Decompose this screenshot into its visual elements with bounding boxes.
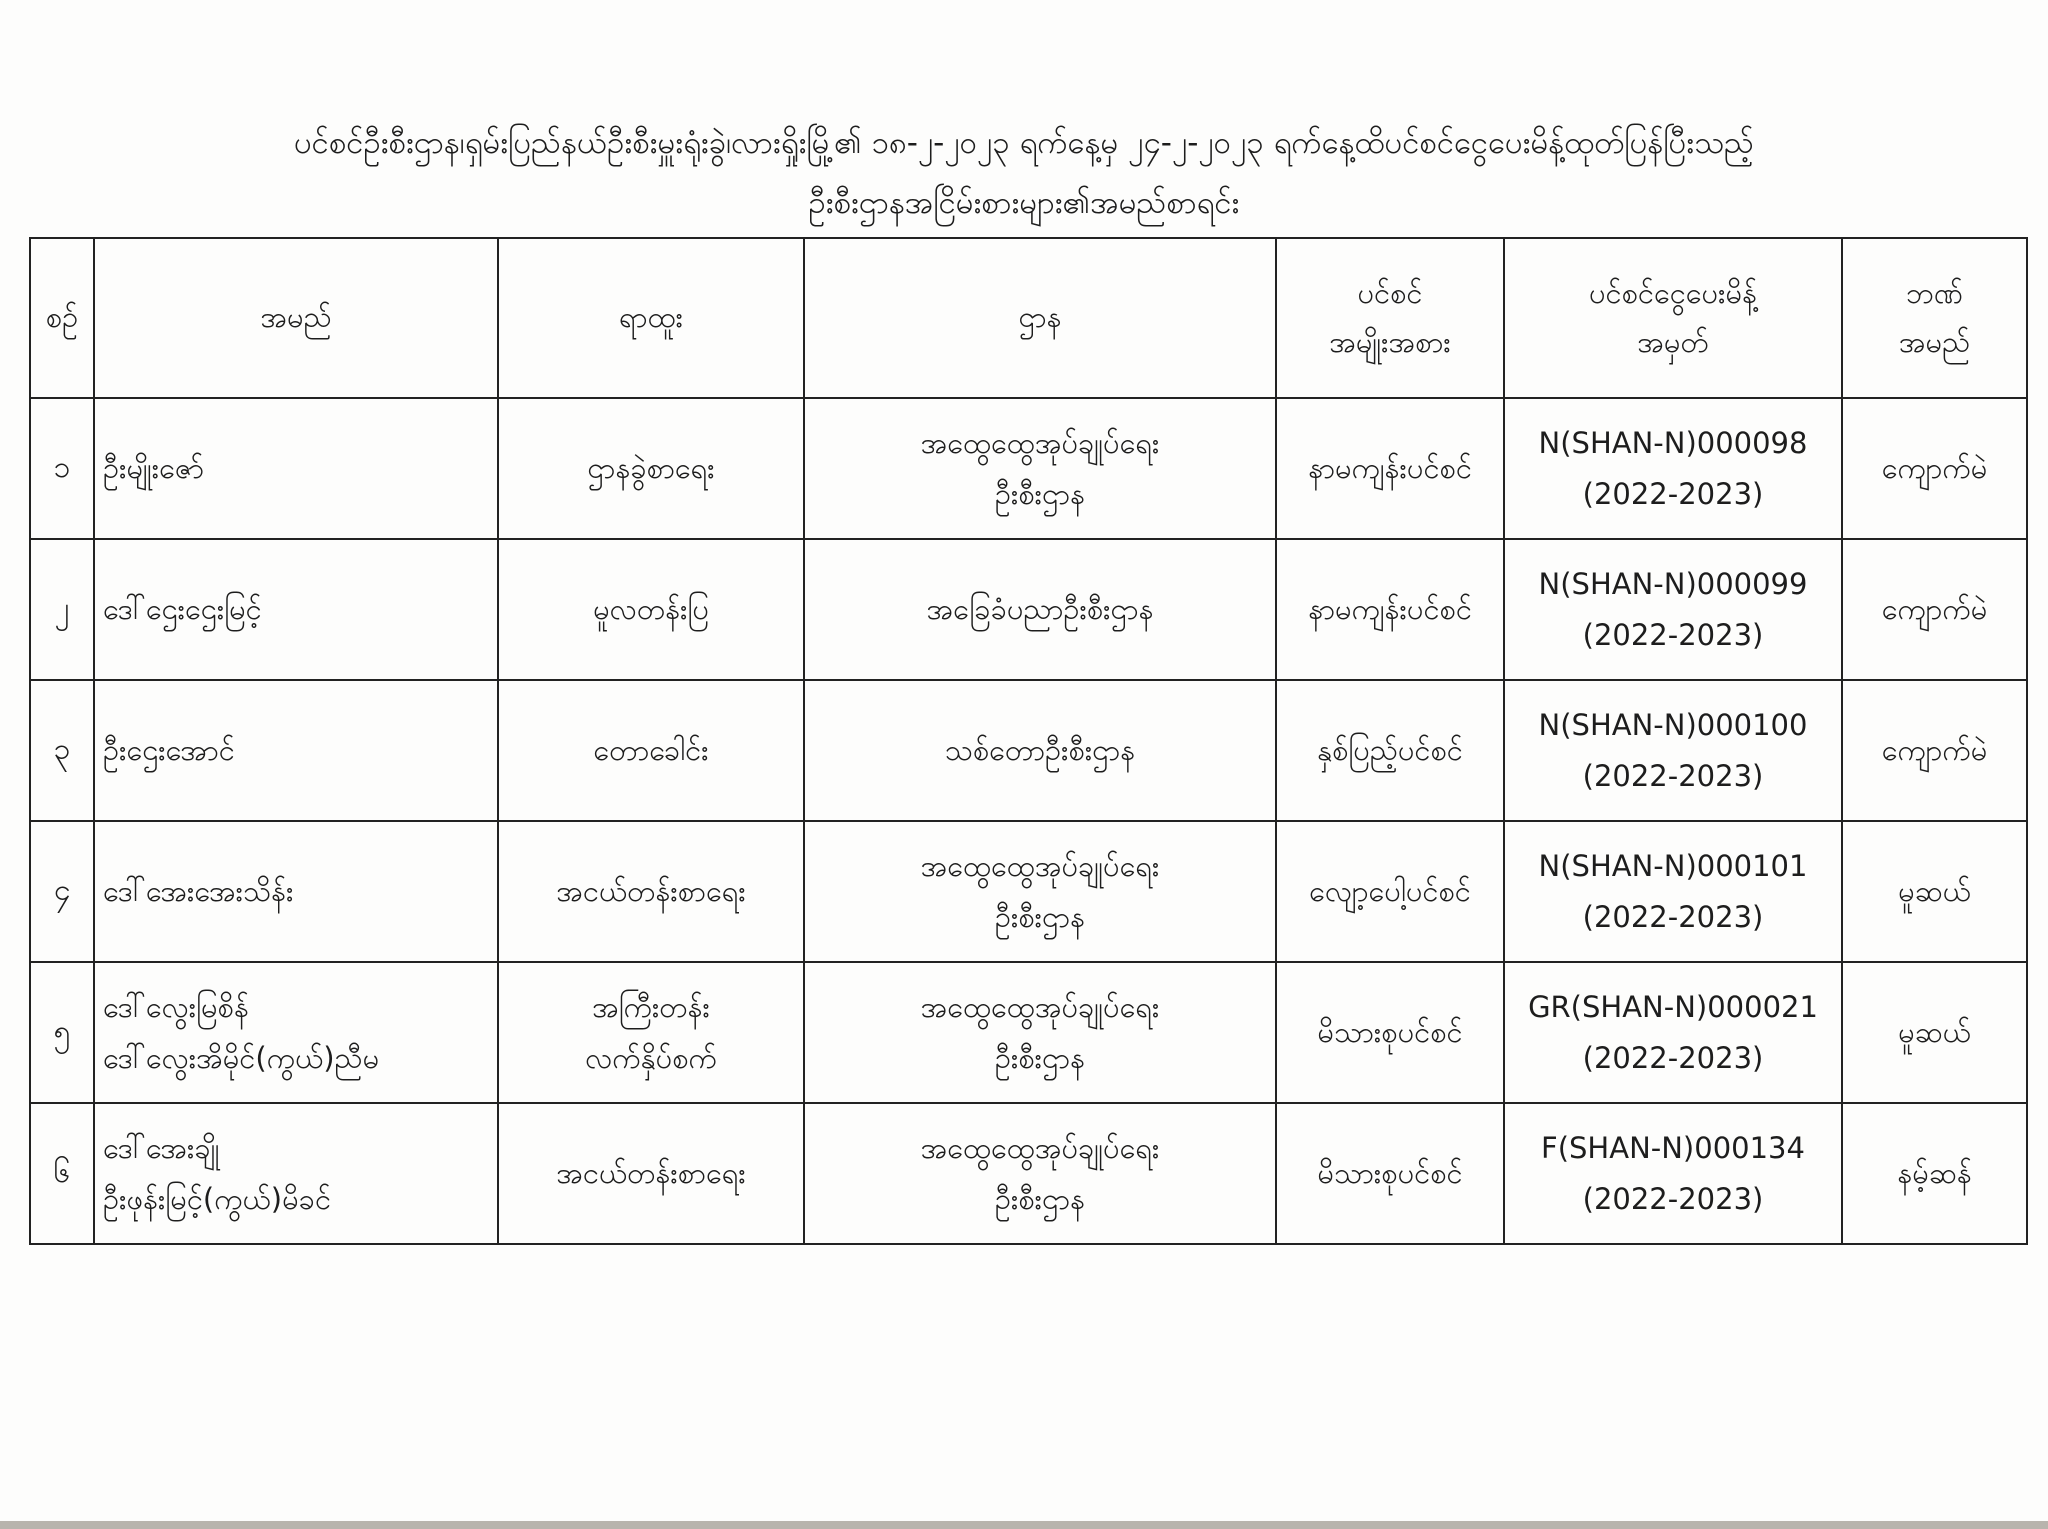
row-number: ၁ [30,398,94,539]
row-number: ၅ [30,962,94,1103]
header-rank: ရာထူး [498,238,804,398]
pension-order-number [1504,539,1842,680]
department-line: အထွေထွေအုပ်ချုပ်ရေး [920,1130,1160,1165]
order-number-year: (2022-2023) [1582,476,1764,511]
pension-type: နာမကျန်းပင်စင် [1276,398,1504,539]
department-line: အထွေထွေအုပ်ချုပ်ရေး [920,989,1160,1024]
header-no: စဉ် [30,238,94,398]
order-number-code: GR(SHAN-N)000021 [1528,989,1818,1024]
order-number-year: (2022-2023) [1582,899,1764,934]
recipient-name-line: ဒေါ်အေးအေးသိန်း [103,874,294,909]
pension-type: လျော့ပေါ့ပင်စင် [1276,821,1504,962]
pension-order-number [1504,398,1842,539]
header-order-number [1504,238,1842,398]
rank-line: အငယ်တန်းစာရေး [556,874,746,909]
recipient-name-line: ဦးဌေးအောင် [103,733,235,768]
recipient-rank [498,821,804,962]
pension-type: မိသားစုပင်စင် [1276,962,1504,1103]
bank-name: မူဆယ် [1842,821,2027,962]
document-title-line-1: ပင်စင်ဦးစီးဌာန၊ရှမ်းပြည်နယ်ဦးစီးမှူးရုံးခွဲ၊လားရှိုးမြို့၏ ၁၈-၂-၂၀၂၃ ရက်နေ့မှ ၂၄-၂-၂၀၂၃ ရက်နေ့ထိပင်စင်ငွေပေးမိန့်ထုတ်ပြန်ပြီးသည့် [293,125,1755,161]
table-row [30,539,2027,680]
recipient-department [804,539,1276,680]
department-line: ဦးစီးဌာန [994,476,1086,511]
header-order-number-line-1: ပင်စင်ငွေပေးမိန့် [1588,275,1758,310]
recipient-rank [498,680,804,821]
recipient-rank [498,1103,804,1244]
recipient-rank [498,962,804,1103]
pension-type: မိသားစုပင်စင် [1276,1103,1504,1244]
recipient-name [94,1103,498,1244]
bank-name: ကျောက်မဲ [1842,680,2027,821]
header-order-number-line-2: အမှတ် [1637,325,1709,359]
department-line: ဦးစီးဌာန [994,899,1086,934]
recipient-name-line: ဒေါ်ဌေးဌေးမြင့် [103,592,262,627]
rank-line: အကြီးတန်း [592,989,710,1024]
order-number-year: (2022-2023) [1582,758,1764,793]
order-number-year: (2022-2023) [1582,617,1764,652]
recipient-name-line: ဦးဖုန်းမြင့်(ကွယ်)မိခင် [103,1181,332,1216]
order-number-year: (2022-2023) [1582,1040,1764,1075]
table-row [30,680,2027,821]
bank-name: ကျောက်မဲ [1842,398,2027,539]
header-pension-type [1276,238,1504,398]
table-header-row [30,238,2027,398]
row-number: ၄ [30,821,94,962]
recipient-name [94,398,498,539]
page-bottom-edge [0,1521,2048,1529]
order-number-year: (2022-2023) [1582,1181,1764,1216]
recipient-name-line: ဒေါ်အေးချို [103,1130,220,1165]
rank-line: လက်နှိပ်စက် [585,1040,717,1075]
order-number-code: N(SHAN-N)000100 [1538,707,1808,742]
recipient-name-line: ဒေါ်လွေးမြစိန် [103,989,249,1024]
order-number-code: N(SHAN-N)000101 [1538,848,1808,883]
department-line: အခြေခံပညာဦးစီးဌာန [926,592,1154,627]
bank-name: ကျောက်မဲ [1842,539,2027,680]
pension-order-number [1504,821,1842,962]
row-number: ၂ [30,539,94,680]
recipient-department [804,680,1276,821]
pension-type: နာမကျန်းပင်စင် [1276,539,1504,680]
recipient-rank [498,539,804,680]
recipient-name-line: ဒေါ်လွေးအိမိုင်(ကွယ်)ညီမ [103,1040,380,1075]
header-bank-line-2: အမည် [1898,325,1971,359]
department-line: အထွေထွေအုပ်ချုပ်ရေး [920,425,1160,460]
header-name: အမည် [94,238,498,398]
department-line: ဦးစီးဌာန [994,1181,1086,1216]
rank-line: အငယ်တန်းစာရေး [556,1156,746,1191]
pension-type: နှစ်ပြည့်ပင်စင် [1276,680,1504,821]
department-line: အထွေထွေအုပ်ချုပ်ရေး [920,848,1160,883]
order-number-code: N(SHAN-N)000098 [1538,425,1808,460]
order-number-code: N(SHAN-N)000099 [1538,566,1808,601]
table-row [30,1103,2027,1244]
document-title-line-2: ဦးစီးဌာနအငြိမ်းစားများ၏အမည်စာရင်း [808,185,1240,221]
order-number-code: F(SHAN-N)000134 [1541,1130,1805,1165]
recipient-name-line: ဦးမျိုးဇော် [103,451,205,486]
recipient-rank [498,398,804,539]
header-bank [1842,238,2027,398]
recipient-department [804,962,1276,1103]
rank-line: တောခေါင်း [593,733,709,768]
recipient-name [94,821,498,962]
pension-order-number [1504,962,1842,1103]
table-row [30,821,2027,962]
header-pension-type-line-1: ပင်စင် [1357,275,1423,310]
recipient-department [804,821,1276,962]
row-number: ၆ [30,1103,94,1244]
table-row [30,962,2027,1103]
header-bank-line-1: ဘဏ် [1905,275,1964,310]
bank-name: မူဆယ် [1842,962,2027,1103]
rank-line: ဌာနခွဲစာရေး [587,451,715,486]
recipient-name [94,962,498,1103]
pension-order-number [1504,1103,1842,1244]
recipient-name [94,539,498,680]
table-row [30,398,2027,539]
department-line: သစ်တောဦးစီးဌာန [944,733,1136,768]
recipient-name [94,680,498,821]
header-pension-type-line-2: အမျိုးအစား [1329,325,1451,359]
pension-recipients-table [29,237,2028,1245]
rank-line: မူလတန်းပြ [593,592,709,627]
header-department: ဌာန [804,238,1276,398]
recipient-department [804,1103,1276,1244]
recipient-department [804,398,1276,539]
department-line: ဦးစီးဌာန [994,1040,1086,1075]
row-number: ၃ [30,680,94,821]
bank-name: နမ့်ဆန် [1842,1103,2027,1244]
pension-order-number [1504,680,1842,821]
